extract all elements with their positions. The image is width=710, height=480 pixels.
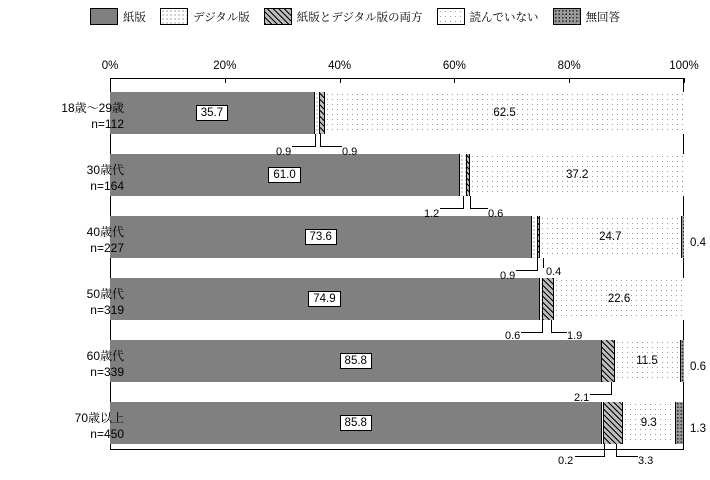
segment-paper-60s [110,340,602,382]
category-n-50s: n=319 [90,303,124,318]
legend-item-digital [160,8,250,25]
legend-swatch-paper [90,8,118,25]
segment-value-paper-18-29: 35.7 [196,105,228,122]
segment-paper-30s [110,154,460,196]
chart-legend [0,8,710,25]
category-n-60s: n=339 [90,365,124,380]
leader-digital-70plus-h [575,456,605,457]
category-n-70plus: n=450 [90,427,124,442]
leader-digital-40s-h [516,270,538,271]
category-label-30s [0,162,124,194]
leader-both-70plus [616,444,617,456]
segment-noanswer-70plus [676,402,683,444]
category-label-50s [0,286,124,318]
segment-value-notread-70plus: 9.3 [640,416,657,429]
legend-label-noanswer: 無回答 [585,11,621,24]
callout-digital-18-29: 0.9 [276,146,292,158]
leader-digital-18-29-h [292,146,316,147]
leader-digital-30s-h [440,208,464,209]
bar-row-60s [110,340,684,382]
legend-label-paper: 紙版 [122,11,146,24]
leader-both-18-29-h [320,146,342,147]
segment-value-paper-40s: 73.6 [305,229,337,246]
bar-row-30s [110,154,684,196]
leader-digital-18-29 [315,134,316,146]
segment-paper-18-29 [110,92,315,134]
segment-notread-60s [615,340,681,382]
segment-value-paper-50s: 74.9 [308,291,340,308]
leader-digital-50s [542,320,543,332]
bar-row-70plus [110,402,684,444]
category-n-18-29: n=112 [91,117,124,132]
legend-label-digital: デジタル版 [192,11,250,24]
leader-both-30s-h [470,208,488,209]
legend-swatch-both [264,8,292,25]
category-label-40s [0,224,124,256]
segment-both-60s [602,340,614,382]
callout-both-70plus: 3.3 [638,455,654,467]
x-tick-0: 0% [101,60,119,72]
category-label-70plus [0,410,124,442]
segment-notread-70plus [623,402,676,444]
x-axis [101,60,699,78]
legend-item-noanswer [553,8,621,25]
callout-digital-30s: 1.2 [424,208,440,220]
segment-value-paper-70plus: 85.8 [340,415,372,432]
bar-row-40s [110,216,684,258]
segment-noanswer-40s [682,216,684,258]
segment-paper-70plus [110,402,602,444]
category-name-50s: 50歳代 [86,287,124,301]
leader-both-50s [551,320,552,332]
leader-both-70plus-h [616,456,638,457]
outside-value-noanswer-70plus: 1.3 [690,423,706,435]
leader-both-60s-h [590,394,612,395]
segment-paper-40s [110,216,532,258]
leader-both-18-29 [320,134,321,146]
callout-both-30s: 0.6 [488,208,504,220]
category-name-70plus: 70歳以上 [74,411,124,425]
legend-item-both [264,8,423,25]
category-name-30s: 30歳代 [86,163,124,177]
segment-notread-30s [470,154,684,196]
category-name-40s: 40歳代 [86,225,124,239]
leader-digital-70plus [604,444,605,456]
leader-digital-30s [463,196,464,208]
legend-item-notread [437,8,539,25]
segment-noanswer-60s [681,340,684,382]
callout-both-50s: 1.9 [567,330,583,342]
leader-both-60s [611,382,612,394]
segment-value-notread-30s: 37.2 [566,168,589,181]
category-label-18-29 [0,100,124,132]
segment-value-notread-40s: 24.7 [599,230,622,243]
leader-digital-40s [537,258,538,270]
category-n-30s: n=164 [90,179,124,194]
leader-both-30s [470,196,471,208]
category-n-40s: n=227 [90,241,124,256]
x-tick-100: 100% [669,60,699,72]
segment-value-notread-60s: 11.5 [636,354,658,367]
legend-item-paper [90,8,146,25]
segment-value-paper-30s: 61.0 [268,167,300,184]
segment-both-70plus [604,402,623,444]
x-tick-60: 60% [442,60,466,72]
segment-notread-40s [540,216,682,258]
leader-both-40s [543,258,544,268]
segment-notread-50s [554,278,684,320]
segment-value-notread-50s: 22.6 [607,292,631,305]
segment-value-paper-60s: 85.8 [340,353,372,370]
segment-digital-30s [460,154,467,196]
outside-value-noanswer-60s: 0.6 [690,361,706,373]
category-name-60s: 60歳代 [86,349,124,363]
bar-row-18-29 [110,92,684,134]
segment-both-50s [543,278,554,320]
callout-digital-50s: 0.6 [505,330,521,342]
x-tick-40: 40% [328,60,352,72]
category-label-60s [0,348,124,380]
legend-swatch-noanswer [553,8,581,25]
x-tick-20: 20% [213,60,237,72]
segment-value-notread-18-29: 62.5 [493,106,516,119]
segment-notread-18-29 [325,92,684,134]
x-tickmark-100 [684,78,685,83]
segment-paper-50s [110,278,540,320]
legend-label-notread: 読んでいない [469,11,539,24]
x-tick-80: 80% [557,60,581,72]
outside-value-noanswer-40s: 0.4 [690,237,706,249]
callout-both-60s: 2.1 [574,392,590,404]
callout-both-40s: 0.4 [546,266,562,278]
legend-swatch-digital [160,8,188,25]
bar-row-50s [110,278,684,320]
category-name-18-29: 18歳～29歳 [61,101,124,115]
legend-label-both: 紙版とデジタル版の両方 [296,11,423,24]
callout-digital-70plus: 0.2 [558,455,574,467]
leader-both-50s-h [551,332,567,333]
callout-both-18-29: 0.9 [342,146,358,158]
callout-digital-40s: 0.9 [500,270,516,282]
legend-swatch-notread [437,8,465,25]
leader-digital-50s-h [521,332,543,333]
